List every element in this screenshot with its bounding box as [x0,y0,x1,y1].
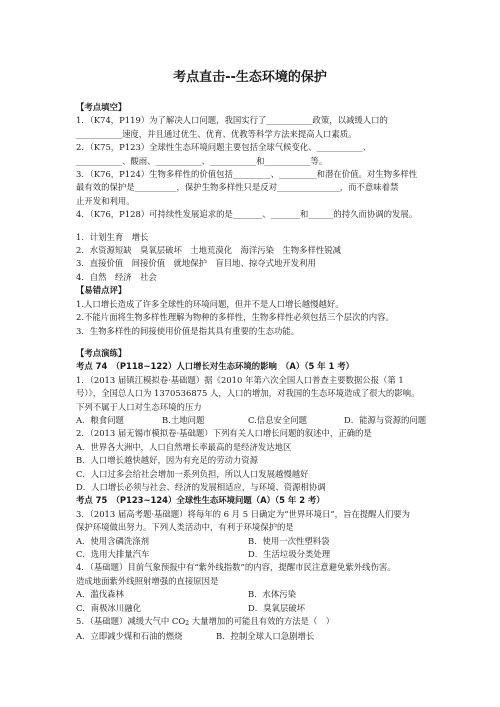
option-a: A．粮食问题 [76,414,124,425]
answer-line: 1．计划生育 增长 [76,231,149,242]
error-note: 1.人口增长造成了许多全球性的环境问题，但并不是人口增长越慢越好。 [76,298,344,309]
option-d: D．生活垃圾分类处理 [248,549,331,559]
fill-blank-line: ___________速度，并且通过优生、优育、优教等科学方法来提高人口素质。 [76,128,357,139]
question-1-line: 下列不属于人口对生态环境的压力 [76,401,202,412]
question-3-line: 3．（2013 届高考题·基础题）将每年的 6 月 5 日确定为“世界环境日”，旨在提醒人们要为 [76,508,411,519]
topic-75-heading: 考点 75 （P123~124）全球性生态环境问题（A）（5 年 2 考） [76,495,325,506]
option-b: B．使用一次性塑料袋 [248,535,330,546]
option-a: A．滥伐森林 [76,589,124,600]
page-title: 考点直击--生态环境的保护 [173,70,327,85]
question-4-options-row [76,602,436,615]
subscript-2: 2 [185,620,190,628]
fill-blank-line: 止开发和利用。 [76,195,135,206]
fill-blank-line: 3．（K76，P124）生物多样性的价值包括_________、_________和潜在价值。对生物多样性 [76,169,418,180]
option-b: B．控制全球人口急剧增长 [216,631,315,642]
question-3-options-row [76,535,436,548]
document-body [76,101,436,644]
option-c: C．选用大排量汽车 [76,549,150,559]
question-4-options-row [76,588,436,601]
question-4-line: 4．（基础题）目前气象预报中有“紫外线指数”的内容，提醒市民注意避免紫外线伤害。 [76,562,396,573]
question-3-line: 保护环境做出努力。下列人类活动中，有利于环境保护的是 [76,522,294,533]
answer-line: 3．直接价值 间接价值 就地保护 盲目地、掠夺式地开发利用 [76,258,316,269]
question-5-line [76,615,436,630]
error-note: 3．生物多样性的间接使用价值是指其具有重要的生态功能。 [76,325,300,336]
question-3-options-row [76,548,436,561]
question-5-stem: 5．（基础题）减缓大气中 CO [76,616,186,627]
question-2-option: B．人口增长越快越好，因为有充足的劳动力资源 [76,455,259,466]
option-a: A．使用含磷洗涤剂 [76,535,150,546]
answer-line: 2．水资源短缺 臭氧层破坏 土地荒漠化 海洋污染 生物多样性锐减 [76,245,341,256]
question-1-line: 号）》，全国总人口为 1370536875 人，人口的增加，对我国的生态环境造成了很大的影响。 [76,388,420,399]
question-4-line: 造成地面紫外线照射增强的直接原因是 [76,575,219,586]
error-note: 2.不能片面将生物多样性理解为物种的多样性，生物多样性必须包括三个层次的内容。 [76,312,394,323]
question-5-options-row [76,630,436,643]
question-2-option: A．世界各大洲中，人口自然增长率最高的是经济发达地区 [76,441,292,452]
option-b: B．水体污染 [248,589,297,600]
option-d: D．能源与资源的问题 [344,414,427,425]
option-a: A．立即减少煤和石油的燃烧 [76,631,183,642]
section-heading-fill-blank: 【考点填空】 [76,102,127,112]
fill-blank-line: ___________、酸雨、___________、___________和___________等。 [76,155,328,166]
question-2-option: D．人口增长必须与社会、经济的发展相适应，与环境、资源相协调 [76,481,326,492]
answer-line: 4．自然 经济 社会 [76,271,157,282]
question-2-option: C．人口过多会给社会增加一系列负担，所以人口发展越慢越好 [76,468,309,479]
fill-blank-line: 1．（K74，P119）为了解决人口问题，我国实行了___________政策，以减缓人口的 [76,115,388,126]
fill-blank-line: 2．（K75，P123）全球性生态环境问题主要包括全球气候变化、___________、 [76,142,372,153]
question-1-line: 1．（2013 届镇江模拟卷·基础题）据《2010 年第六次全国人口普查主要数据公报（第 1 [76,374,404,385]
option-c: C.信息安全问题 [248,414,308,425]
fill-blank-line: 4．（K76，P128）可持续性发展追求的是_______、_______和______的持久而协调的发展。 [76,209,418,220]
question-2-line: 2．（2013 届无锡市模拟卷·基础题）下列有关人口增长问题的叙述中，正确的是 [76,428,372,439]
section-heading-practice: 【考点演练】 [76,347,127,358]
option-b: B.土地问题 [162,414,205,425]
section-heading-common-errors: 【易错点评】 [76,285,127,296]
question-5-stem-end: 大量增加的可能且有效的方法是（ ） [189,616,335,627]
option-d: D．臭氧层破坏 [248,602,305,613]
option-c: C．南极冰川融化 [76,602,142,613]
question-1-options [76,414,436,427]
topic-74-heading: 考点 74 （P118~122）人口增长对生态环境的影响 （A）（5 年 1 考） [76,361,354,372]
fill-blank-line: 最有效的保护是__________，保护生物多样性只是反对_______________，而不意味着禁 [76,182,399,193]
